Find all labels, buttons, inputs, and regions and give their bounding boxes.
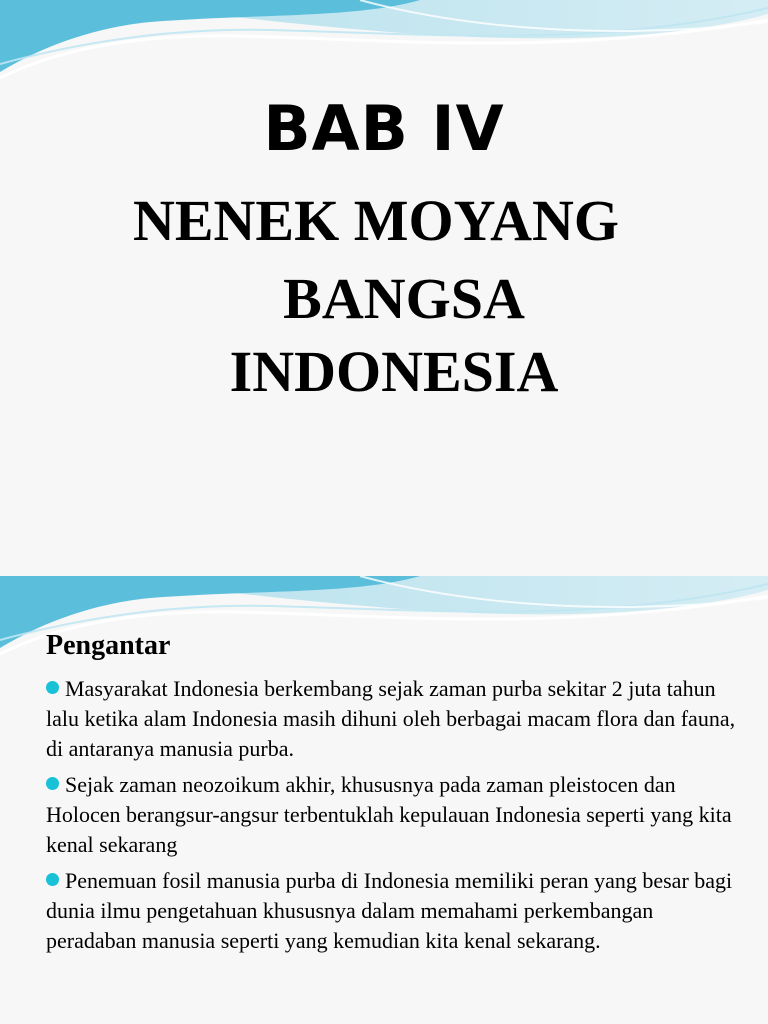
slide-title: BAB IV [263,92,505,165]
list-item [46,674,736,764]
bullet-text: Penemuan fosil manusia purba di Indonesia memiliki peran yang besar bagi dunia ilmu pengetahuan khususnya dalam memahami perkembangan peradaban manusia seperti yang kemudian kita kenal sekarang. [46,868,733,953]
bullet-text: Masyarakat Indonesia berkembang sejak zaman purba sekitar 2 juta tahun lalu ketika alam Indonesia masih dihuni oleh berbagai macam flora dan fauna, di antaranya manusia purba. [46,676,736,761]
list-item [46,770,736,860]
subtitle-line-3: INDONESIA [229,339,559,404]
bullet-list [46,674,736,962]
content-slide [0,576,768,1024]
bullet-dot-icon [46,873,59,886]
decorative-wave [0,0,768,100]
bullet-text: Sejak zaman neozoikum akhir, khususnya pada zaman pleistocen dan Holocen berangsur-angsur terbentuklah kepulauan Indonesia seperti yang kita kenal sekarang [46,772,732,857]
section-heading: Pengantar [46,630,171,661]
subtitle-line-1: NENEK MOYANG [132,188,620,253]
list-item [46,866,736,956]
bullet-dot-icon [46,681,59,694]
bullet-dot-icon [46,777,59,790]
subtitle-line-2: BANGSA [283,266,525,331]
